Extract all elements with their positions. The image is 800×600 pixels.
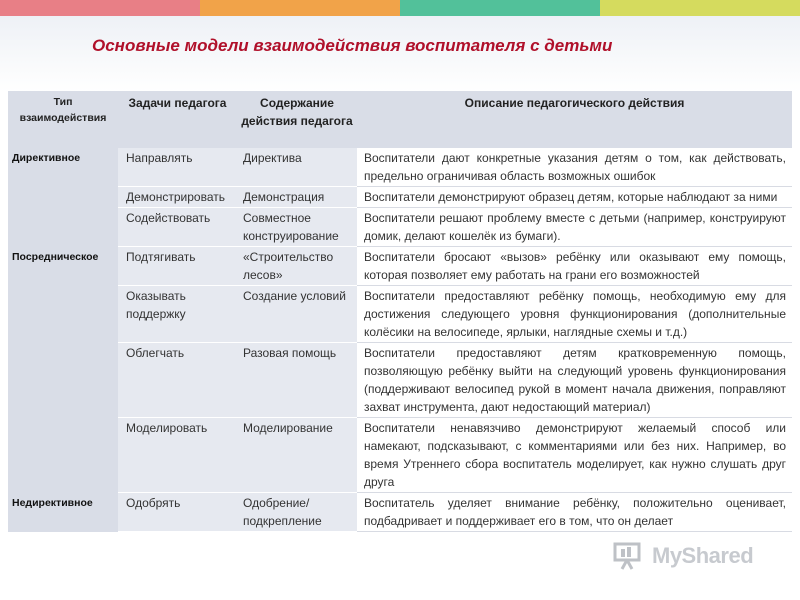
color-bar-segment [200, 0, 400, 16]
color-bar-segment [0, 0, 200, 16]
header-type: Тип взаимодействия [8, 91, 118, 148]
task-cell: Подтягивать [118, 247, 237, 286]
header-task: Задачи педагога [118, 91, 237, 148]
table-container [8, 91, 792, 600]
header-description: Описание педагогического действия [357, 91, 792, 148]
table-row [8, 418, 792, 493]
interaction-models-table [8, 91, 792, 532]
task-cell: Демонстрировать [118, 187, 237, 208]
content-cell: Одобрение/ подкрепление [237, 493, 357, 532]
slide-title: Основные модели взаимодействия воспитателя с детьми [92, 36, 613, 55]
description-cell: Воспитатели предоставляют ребёнку помощь, необходимую ему для достижения следующего уровня функционирования (дополнительные колёсики на велосипеде, ярлыки, наглядные схемы и т.д.) [357, 286, 792, 343]
watermark-text: MyShared [652, 543, 754, 568]
content-cell: Демонстрация [237, 187, 357, 208]
type-cell: Посредническое [8, 247, 118, 493]
table-header-row [8, 91, 792, 148]
task-cell: Облегчать [118, 343, 237, 418]
color-bar-segment [600, 0, 800, 16]
top-color-bar [0, 0, 800, 16]
description-cell: Воспитатель уделяет внимание ребёнку, положительно оценивает, подбадривает и поддерживает его в том, что он делает [357, 493, 792, 532]
task-cell: Моделировать [118, 418, 237, 493]
description-cell: Воспитатели предоставляют детям кратковременную помощь, позволяющую ребёнку выйти на следующий уровень функционирования (поддерживают велосипед рукой в момент начала движения, поправляют захват инструмента, дают недостающий материал) [357, 343, 792, 418]
header-content: Содержание действия педагога [237, 91, 357, 148]
content-cell: Создание условий [237, 286, 357, 343]
type-cell: Директивное [8, 148, 118, 247]
description-cell: Воспитатели дают конкретные указания детям о том, как действовать, предельно ограничивая область возможных ошибок [357, 148, 792, 187]
table-row [8, 493, 792, 532]
description-cell: Воспитатели ненавязчиво демонстрируют желаемый способ или намекают, подсказывают, с комментариями или без них. Например, во время Утреннего сбора воспитатель моделирует, как нужно слушать друг друга [357, 418, 792, 493]
table-row [8, 208, 792, 247]
content-cell: Моделирование [237, 418, 357, 493]
task-cell: Оказывать поддержку [118, 286, 237, 343]
table-row [8, 343, 792, 418]
color-bar-segment [400, 0, 600, 16]
task-cell: Направлять [118, 148, 237, 187]
table-row [8, 187, 792, 208]
table-row [8, 148, 792, 187]
description-cell: Воспитатели бросают «вызов» ребёнку или оказывают ему помощь, которая позволяет ему работать на грани его возможностей [357, 247, 792, 286]
table-row [8, 286, 792, 343]
description-cell: Воспитатели решают проблему вместе с детьми (например, конструируют домик, делают кошелёк из бумаги). [357, 208, 792, 247]
task-cell: Содействовать [118, 208, 237, 247]
content-cell: Директива [237, 148, 357, 187]
content-cell: Разовая помощь [237, 343, 357, 418]
table-row [8, 247, 792, 286]
description-cell: Воспитатели демонстрируют образец детям, которые наблюдают за ними [357, 187, 792, 208]
content-cell: Совместное конструирование [237, 208, 357, 247]
type-cell: Недирективное [8, 493, 118, 532]
task-cell: Одобрять [118, 493, 237, 532]
content-cell: «Строительство лесов» [237, 247, 357, 286]
